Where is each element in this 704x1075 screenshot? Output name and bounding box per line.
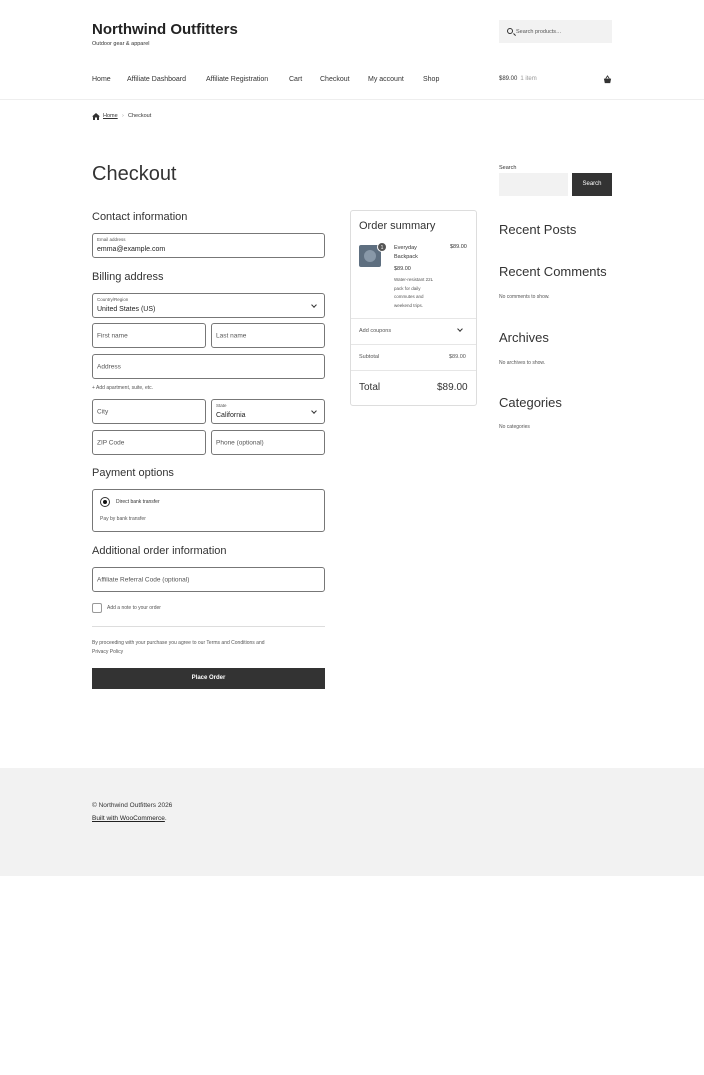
payment-description: Pay by bank transfer bbox=[100, 516, 146, 522]
breadcrumb-separator: › bbox=[122, 113, 124, 119]
basket-icon[interactable] bbox=[603, 75, 612, 84]
page-title: Checkout bbox=[92, 163, 177, 185]
total-value: $89.00 bbox=[437, 382, 468, 393]
summary-divider bbox=[351, 344, 476, 345]
terms-line-2: Privacy Policy bbox=[92, 649, 124, 655]
product-name bbox=[394, 244, 418, 262]
home-icon bbox=[92, 113, 100, 120]
city-field[interactable] bbox=[92, 399, 206, 424]
nav-item-affiliate-registration[interactable]: Affiliate Registration bbox=[206, 76, 269, 83]
recent-posts-heading: Recent Posts bbox=[499, 222, 577, 237]
nav-item-affiliate-dashboard[interactable]: Affiliate Dashboard bbox=[127, 76, 187, 83]
add-coupons-toggle[interactable]: Add coupons bbox=[359, 328, 392, 334]
no-comments-text: No comments to show. bbox=[499, 294, 550, 300]
search-icon bbox=[507, 28, 513, 34]
state-value: California bbox=[216, 412, 246, 419]
bank-transfer-radio[interactable] bbox=[100, 497, 110, 507]
recent-comments-heading: Recent Comments bbox=[499, 264, 607, 279]
sidebar-search-input[interactable] bbox=[499, 173, 568, 196]
product-line-price: $89.00 bbox=[450, 244, 467, 250]
no-archives-text: No archives to show. bbox=[499, 360, 546, 366]
summary-divider bbox=[351, 370, 476, 371]
product-desc-line-1: Water-resistant 22L bbox=[394, 277, 434, 282]
site-title[interactable]: Northwind Outfitters bbox=[92, 21, 238, 38]
footer-credit bbox=[92, 815, 167, 822]
last-name-placeholder: Last name bbox=[216, 332, 247, 339]
place-order-button[interactable]: Place Order bbox=[92, 668, 325, 689]
payment-option-box[interactable] bbox=[92, 489, 325, 532]
nav-item-checkout[interactable]: Checkout bbox=[320, 76, 350, 83]
add-apartment-link[interactable]: + Add apartment, suite, etc. bbox=[92, 385, 154, 391]
last-name-field[interactable] bbox=[211, 323, 325, 348]
cart-total: $89.00 bbox=[499, 76, 518, 82]
subtotal-label: Subtotal bbox=[359, 354, 380, 360]
chevron-down-icon bbox=[311, 408, 317, 414]
footer-period: . bbox=[164, 815, 167, 822]
address-placeholder: Address bbox=[97, 363, 121, 370]
total-label: Total bbox=[359, 382, 381, 393]
country-select[interactable] bbox=[92, 293, 325, 318]
header-divider bbox=[0, 99, 704, 100]
city-placeholder: City bbox=[97, 408, 109, 415]
contact-heading: Contact information bbox=[92, 211, 188, 223]
product-desc-line-3: commutes and bbox=[394, 294, 424, 299]
email-field[interactable] bbox=[92, 233, 325, 258]
country-label: Country/Region bbox=[97, 297, 129, 302]
terms-text bbox=[92, 639, 265, 657]
footer-copyright: © Northwind Outfitters 2026 bbox=[92, 802, 173, 809]
phone-field[interactable] bbox=[211, 430, 325, 455]
product-name-line-2: Backpack bbox=[394, 254, 418, 260]
nav-item-my-account[interactable]: My account bbox=[368, 76, 404, 83]
order-note-label[interactable]: Add a note to your order bbox=[107, 605, 161, 611]
categories-heading: Categories bbox=[499, 395, 562, 410]
quantity-badge: 1 bbox=[377, 242, 387, 252]
zip-placeholder: ZIP Code bbox=[97, 439, 125, 446]
phone-placeholder: Phone (optional) bbox=[216, 439, 264, 446]
email-label: Email address bbox=[97, 237, 126, 242]
state-label: State bbox=[216, 403, 227, 408]
country-value: United States (US) bbox=[97, 306, 156, 313]
product-desc-line-4: weekend trips. bbox=[394, 302, 424, 308]
referral-code-placeholder: Affiliate Referral Code (optional) bbox=[97, 576, 190, 583]
billing-heading: Billing address bbox=[92, 271, 164, 283]
sidebar-search-button[interactable]: Search bbox=[572, 173, 612, 196]
chevron-down-icon bbox=[311, 302, 317, 308]
zip-field[interactable] bbox=[92, 430, 206, 455]
summary-divider bbox=[351, 318, 476, 319]
referral-code-field[interactable] bbox=[92, 567, 325, 592]
breadcrumb-current: Checkout bbox=[128, 113, 152, 119]
subtotal-value: $89.00 bbox=[449, 354, 466, 360]
product-unit-price: $89.00 bbox=[394, 266, 411, 272]
state-select[interactable] bbox=[211, 399, 325, 424]
header-search[interactable] bbox=[499, 20, 612, 43]
site-footer bbox=[0, 768, 704, 876]
product-desc-line-2: pack for daily bbox=[394, 285, 421, 291]
nav-item-shop[interactable]: Shop bbox=[423, 76, 440, 83]
woocommerce-link[interactable]: Built with WooCommerce bbox=[92, 815, 165, 822]
email-value: emma@example.com bbox=[97, 246, 166, 253]
product-name-line-1: Everyday bbox=[394, 245, 417, 251]
nav-item-home[interactable]: Home bbox=[92, 76, 111, 83]
product-description bbox=[394, 276, 433, 310]
no-categories-text: No categories bbox=[499, 424, 530, 430]
header-cart[interactable] bbox=[499, 76, 537, 82]
additional-heading: Additional order information bbox=[92, 545, 227, 557]
cart-count: 1 item bbox=[520, 76, 537, 82]
header-search-input[interactable] bbox=[516, 25, 606, 38]
breadcrumb-home[interactable]: Home bbox=[103, 113, 118, 119]
first-name-field[interactable] bbox=[92, 323, 206, 348]
payment-heading: Payment options bbox=[92, 467, 174, 479]
order-summary-heading[interactable]: Order summary bbox=[359, 220, 436, 232]
terms-line-1: By proceeding with your purchase you agree to our Terms and Conditions and bbox=[92, 640, 265, 646]
archives-heading: Archives bbox=[499, 330, 549, 345]
payment-method-label[interactable]: Direct bank transfer bbox=[116, 499, 160, 505]
nav-item-cart[interactable]: Cart bbox=[289, 76, 303, 83]
sidebar-search-label: Search bbox=[499, 165, 517, 171]
order-note-checkbox[interactable] bbox=[92, 603, 102, 613]
first-name-placeholder: First name bbox=[97, 332, 128, 339]
site-tagline: Outdoor gear & apparel bbox=[92, 41, 150, 47]
divider bbox=[92, 626, 325, 627]
address-field[interactable] bbox=[92, 354, 325, 379]
